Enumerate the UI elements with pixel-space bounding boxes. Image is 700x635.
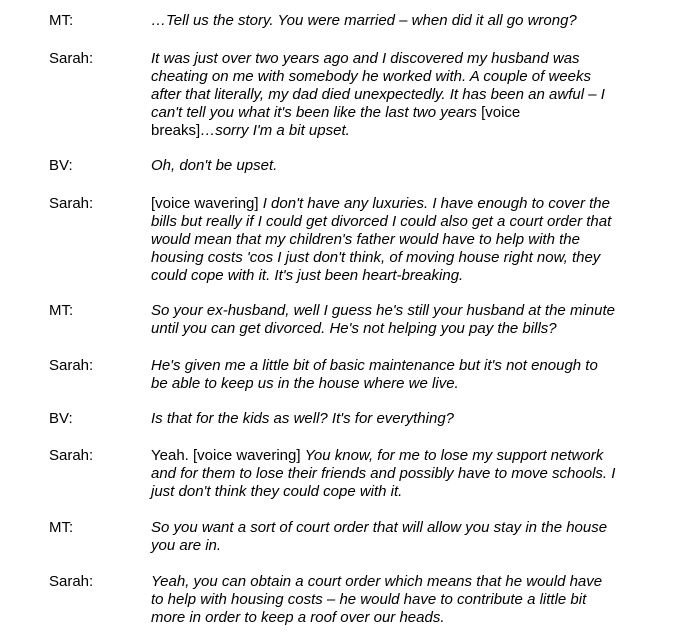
utterance — [151, 447, 656, 501]
utterance-text: Yeah, you can obtain a court order which means that he would have — [151, 573, 603, 590]
utterance — [151, 410, 656, 428]
utterance-text: bills but really if I could get divorced I could also get a court order that — [151, 213, 612, 230]
speaker-label: MT: — [49, 519, 74, 536]
utterance-text: housing costs 'cos I just don't think, of moving house right now, they — [151, 249, 601, 266]
utterance-text: So you want a sort of court order that will allow you stay in the house — [151, 519, 608, 536]
utterance-line — [151, 213, 656, 231]
utterance-text: cheating on me with somebody he worked with. A couple of weeks — [151, 68, 591, 85]
stage-direction: [voice — [481, 104, 521, 121]
utterance-line — [151, 231, 656, 249]
utterance-line — [151, 573, 656, 591]
utterance-line — [151, 104, 656, 122]
utterance-line — [151, 86, 656, 104]
stage-direction: Yeah. [voice wavering] — [151, 447, 305, 464]
utterance-line — [151, 410, 656, 428]
utterance-text: …Tell us the story. You were married – when did it all go wrong? — [151, 12, 577, 29]
utterance-line — [151, 591, 656, 609]
utterance-text: Oh, don't be upset. — [151, 157, 278, 174]
utterance-text: could cope with it. It's just been heart-breaking. — [151, 267, 464, 284]
utterance-text: you are in. — [151, 537, 222, 554]
utterance-text: So your ex-husband, well I guess he's still your husband at the minute — [151, 302, 615, 319]
speaker-label: Sarah: — [49, 50, 94, 67]
utterance-line — [151, 609, 656, 627]
utterance-text: It was just over two years ago and I discovered my husband was — [151, 50, 580, 67]
utterance-line — [151, 357, 656, 375]
speaker-label: Sarah: — [49, 357, 94, 374]
speaker-label: BV: — [49, 157, 73, 174]
utterance-line — [151, 483, 656, 501]
speaker-label: MT: — [49, 302, 74, 319]
utterance — [151, 357, 656, 393]
utterance — [151, 157, 656, 175]
utterance-text: just don't think they could cope with it. — [151, 483, 403, 500]
utterance-line — [151, 267, 656, 285]
utterance — [151, 195, 656, 285]
utterance — [151, 519, 656, 555]
utterance — [151, 573, 656, 627]
utterance-text: can't tell you what it's been like the last two years — [151, 104, 482, 121]
utterance — [151, 50, 656, 140]
utterance-line — [151, 122, 656, 140]
utterance-line — [151, 320, 656, 338]
utterance-line — [151, 195, 656, 213]
utterance-text: to help with housing costs – he would have to contribute a little bit — [151, 591, 587, 608]
stage-direction: [voice wavering] — [151, 195, 263, 212]
utterance-line — [151, 519, 656, 537]
utterance-text: I don't have any luxuries. I have enough to cover the — [262, 195, 610, 212]
utterance-text: be able to keep us in the house where we live. — [151, 375, 459, 392]
utterance-text: and for them to lose their friends and possibly have to move schools. I — [151, 465, 616, 482]
speaker-label: Sarah: — [49, 195, 94, 212]
utterance-text: You know, for me to lose my support network — [304, 447, 604, 464]
utterance — [151, 12, 656, 30]
utterance-line — [151, 249, 656, 267]
utterance-line — [151, 537, 656, 555]
utterance — [151, 302, 656, 338]
utterance-text: He's given me a little bit of basic maintenance but it's not enough to — [151, 357, 598, 374]
speaker-label: Sarah: — [49, 573, 94, 590]
utterance-line — [151, 375, 656, 393]
utterance-line — [151, 447, 656, 465]
utterance-line — [151, 465, 656, 483]
utterance-line — [151, 50, 656, 68]
speaker-label: MT: — [49, 12, 74, 29]
utterance-line — [151, 157, 656, 175]
stage-direction: breaks] — [151, 122, 201, 139]
speaker-label: BV: — [49, 410, 73, 427]
utterance-line — [151, 302, 656, 320]
utterance-text: would mean that my children's father would have to help with the — [151, 231, 580, 248]
utterance-text: after that literally, my dad died unexpectedly. It has been an awful – I — [151, 86, 605, 103]
utterance-line — [151, 68, 656, 86]
utterance-text: more in order to keep a roof over our heads. — [151, 609, 445, 626]
utterance-text: until you can get divorced. He's not helping you pay the bills? — [151, 320, 557, 337]
speaker-label: Sarah: — [49, 447, 94, 464]
utterance-line — [151, 12, 656, 30]
utterance-text: Is that for the kids as well? It's for everything? — [151, 410, 455, 427]
utterance-text: …sorry I'm a bit upset. — [200, 122, 350, 139]
